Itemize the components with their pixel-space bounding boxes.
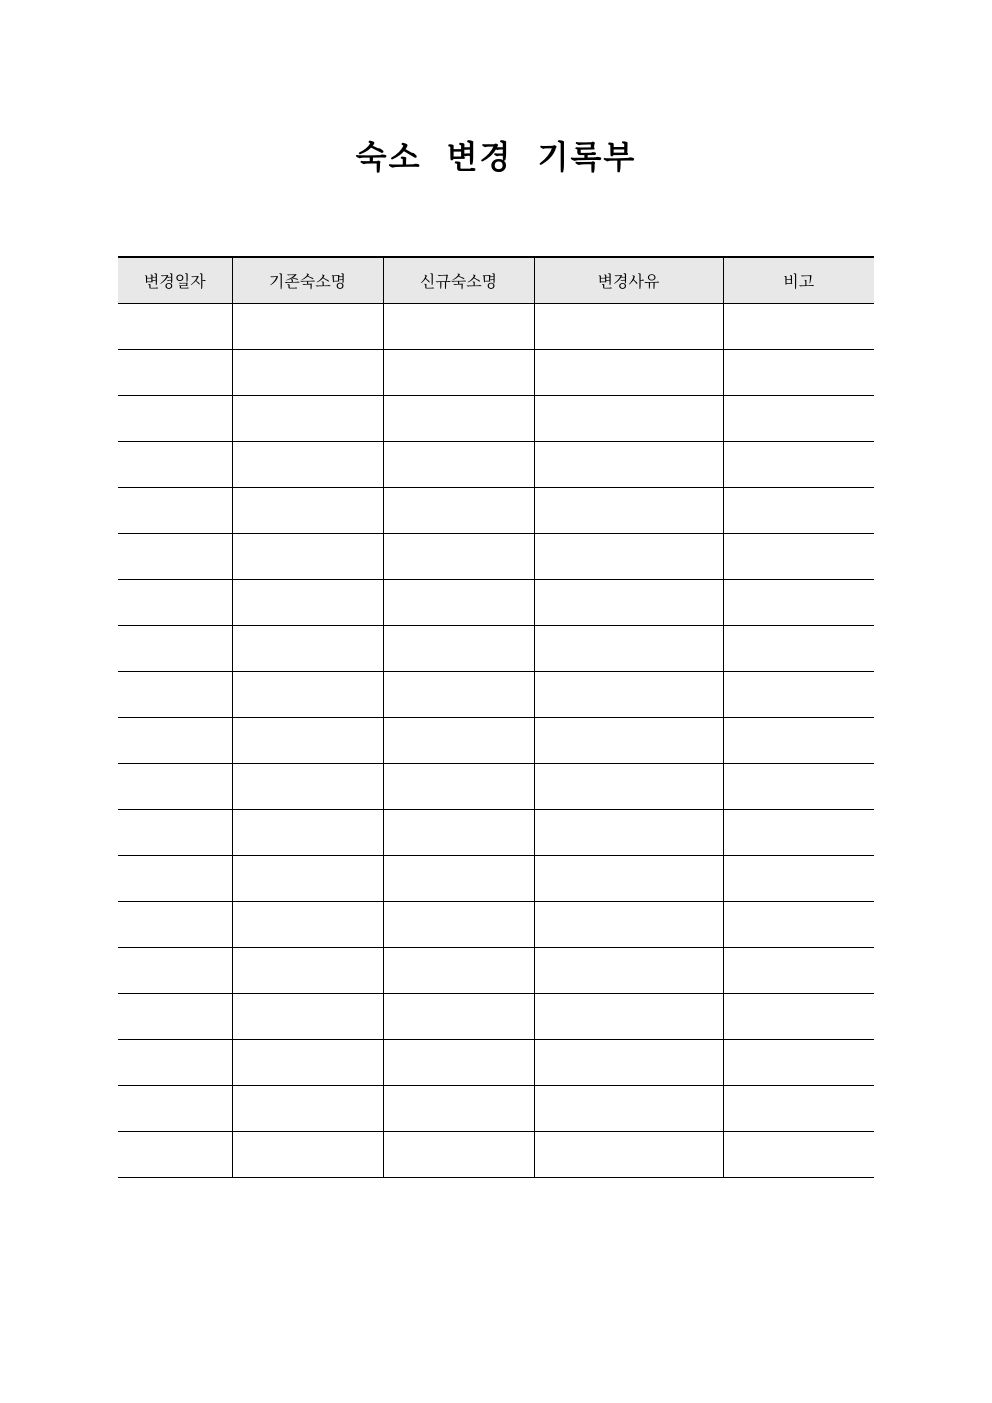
cell-remarks[interactable]	[723, 441, 874, 487]
cell-change-reason[interactable]	[534, 993, 723, 1039]
table-row	[118, 441, 874, 487]
cell-change-date[interactable]	[118, 1131, 232, 1177]
cell-previous-accommodation[interactable]	[232, 441, 383, 487]
cell-remarks[interactable]	[723, 579, 874, 625]
cell-change-date[interactable]	[118, 671, 232, 717]
cell-change-date[interactable]	[118, 349, 232, 395]
cell-remarks[interactable]	[723, 303, 874, 349]
cell-remarks[interactable]	[723, 763, 874, 809]
cell-previous-accommodation[interactable]	[232, 717, 383, 763]
cell-new-accommodation[interactable]	[383, 533, 534, 579]
cell-change-date[interactable]	[118, 303, 232, 349]
cell-new-accommodation[interactable]	[383, 901, 534, 947]
table-row	[118, 349, 874, 395]
cell-previous-accommodation[interactable]	[232, 855, 383, 901]
header-change-reason: 변경사유	[534, 257, 723, 303]
cell-remarks[interactable]	[723, 809, 874, 855]
cell-new-accommodation[interactable]	[383, 579, 534, 625]
cell-change-reason[interactable]	[534, 303, 723, 349]
cell-new-accommodation[interactable]	[383, 809, 534, 855]
table-row	[118, 763, 874, 809]
cell-new-accommodation[interactable]	[383, 717, 534, 763]
cell-change-date[interactable]	[118, 1039, 232, 1085]
cell-remarks[interactable]	[723, 395, 874, 441]
cell-change-reason[interactable]	[534, 717, 723, 763]
cell-remarks[interactable]	[723, 855, 874, 901]
cell-change-reason[interactable]	[534, 809, 723, 855]
table-row	[118, 303, 874, 349]
table-row	[118, 993, 874, 1039]
table-row	[118, 717, 874, 763]
table-row	[118, 809, 874, 855]
table-row	[118, 1039, 874, 1085]
cell-change-reason[interactable]	[534, 1131, 723, 1177]
cell-change-date[interactable]	[118, 763, 232, 809]
cell-new-accommodation[interactable]	[383, 1131, 534, 1177]
cell-change-reason[interactable]	[534, 579, 723, 625]
cell-change-date[interactable]	[118, 717, 232, 763]
cell-change-date[interactable]	[118, 533, 232, 579]
table-row	[118, 579, 874, 625]
cell-change-date[interactable]	[118, 901, 232, 947]
cell-previous-accommodation[interactable]	[232, 763, 383, 809]
table-row	[118, 901, 874, 947]
table-row	[118, 1085, 874, 1131]
cell-previous-accommodation[interactable]	[232, 809, 383, 855]
cell-new-accommodation[interactable]	[383, 855, 534, 901]
cell-change-reason[interactable]	[534, 487, 723, 533]
cell-change-reason[interactable]	[534, 901, 723, 947]
cell-previous-accommodation[interactable]	[232, 303, 383, 349]
cell-previous-accommodation[interactable]	[232, 395, 383, 441]
cell-new-accommodation[interactable]	[383, 625, 534, 671]
table-header-row	[118, 257, 874, 303]
cell-change-reason[interactable]	[534, 349, 723, 395]
cell-previous-accommodation[interactable]	[232, 671, 383, 717]
cell-remarks[interactable]	[723, 533, 874, 579]
cell-change-reason[interactable]	[534, 625, 723, 671]
cell-change-reason[interactable]	[534, 947, 723, 993]
document-title: 숙소 변경 기록부	[355, 138, 637, 176]
cell-change-reason[interactable]	[534, 763, 723, 809]
header-remarks: 비고	[723, 257, 874, 303]
cell-previous-accommodation[interactable]	[232, 533, 383, 579]
cell-change-date[interactable]	[118, 855, 232, 901]
cell-change-reason[interactable]	[534, 441, 723, 487]
cell-remarks[interactable]	[723, 947, 874, 993]
cell-previous-accommodation[interactable]	[232, 487, 383, 533]
cell-change-reason[interactable]	[534, 855, 723, 901]
table-row	[118, 947, 874, 993]
cell-new-accommodation[interactable]	[383, 349, 534, 395]
table-row	[118, 855, 874, 901]
table-row	[118, 395, 874, 441]
cell-new-accommodation[interactable]	[383, 763, 534, 809]
cell-new-accommodation[interactable]	[383, 1085, 534, 1131]
cell-change-date[interactable]	[118, 579, 232, 625]
cell-new-accommodation[interactable]	[383, 395, 534, 441]
cell-previous-accommodation[interactable]	[232, 1131, 383, 1177]
cell-remarks[interactable]	[723, 717, 874, 763]
cell-previous-accommodation[interactable]	[232, 625, 383, 671]
cell-previous-accommodation[interactable]	[232, 901, 383, 947]
cell-remarks[interactable]	[723, 1039, 874, 1085]
cell-previous-accommodation[interactable]	[232, 349, 383, 395]
cell-change-date[interactable]	[118, 625, 232, 671]
cell-previous-accommodation[interactable]	[232, 1085, 383, 1131]
cell-change-date[interactable]	[118, 395, 232, 441]
table-row	[118, 533, 874, 579]
cell-remarks[interactable]	[723, 993, 874, 1039]
cell-previous-accommodation[interactable]	[232, 993, 383, 1039]
cell-change-reason[interactable]	[534, 1085, 723, 1131]
table-row	[118, 1131, 874, 1177]
table-row	[118, 671, 874, 717]
cell-new-accommodation[interactable]	[383, 947, 534, 993]
table-row	[118, 625, 874, 671]
cell-remarks[interactable]	[723, 1131, 874, 1177]
record-table	[118, 256, 874, 1178]
cell-new-accommodation[interactable]	[383, 671, 534, 717]
cell-previous-accommodation[interactable]	[232, 579, 383, 625]
cell-change-date[interactable]	[118, 441, 232, 487]
cell-remarks[interactable]	[723, 1085, 874, 1131]
cell-new-accommodation[interactable]	[383, 993, 534, 1039]
table-row	[118, 487, 874, 533]
cell-change-reason[interactable]	[534, 1039, 723, 1085]
cell-new-accommodation[interactable]	[383, 487, 534, 533]
cell-remarks[interactable]	[723, 671, 874, 717]
cell-previous-accommodation[interactable]	[232, 947, 383, 993]
cell-change-date[interactable]	[118, 947, 232, 993]
cell-remarks[interactable]	[723, 901, 874, 947]
cell-remarks[interactable]	[723, 487, 874, 533]
cell-new-accommodation[interactable]	[383, 441, 534, 487]
cell-remarks[interactable]	[723, 625, 874, 671]
cell-change-date[interactable]	[118, 993, 232, 1039]
cell-new-accommodation[interactable]	[383, 303, 534, 349]
cell-previous-accommodation[interactable]	[232, 1039, 383, 1085]
header-previous-accommodation: 기존숙소명	[232, 257, 383, 303]
table-body	[118, 303, 874, 1177]
cell-remarks[interactable]	[723, 349, 874, 395]
cell-change-reason[interactable]	[534, 533, 723, 579]
cell-change-date[interactable]	[118, 809, 232, 855]
header-new-accommodation: 신규숙소명	[383, 257, 534, 303]
cell-change-date[interactable]	[118, 1085, 232, 1131]
cell-change-reason[interactable]	[534, 395, 723, 441]
cell-change-date[interactable]	[118, 487, 232, 533]
cell-change-reason[interactable]	[534, 671, 723, 717]
header-change-date: 변경일자	[118, 257, 232, 303]
cell-new-accommodation[interactable]	[383, 1039, 534, 1085]
